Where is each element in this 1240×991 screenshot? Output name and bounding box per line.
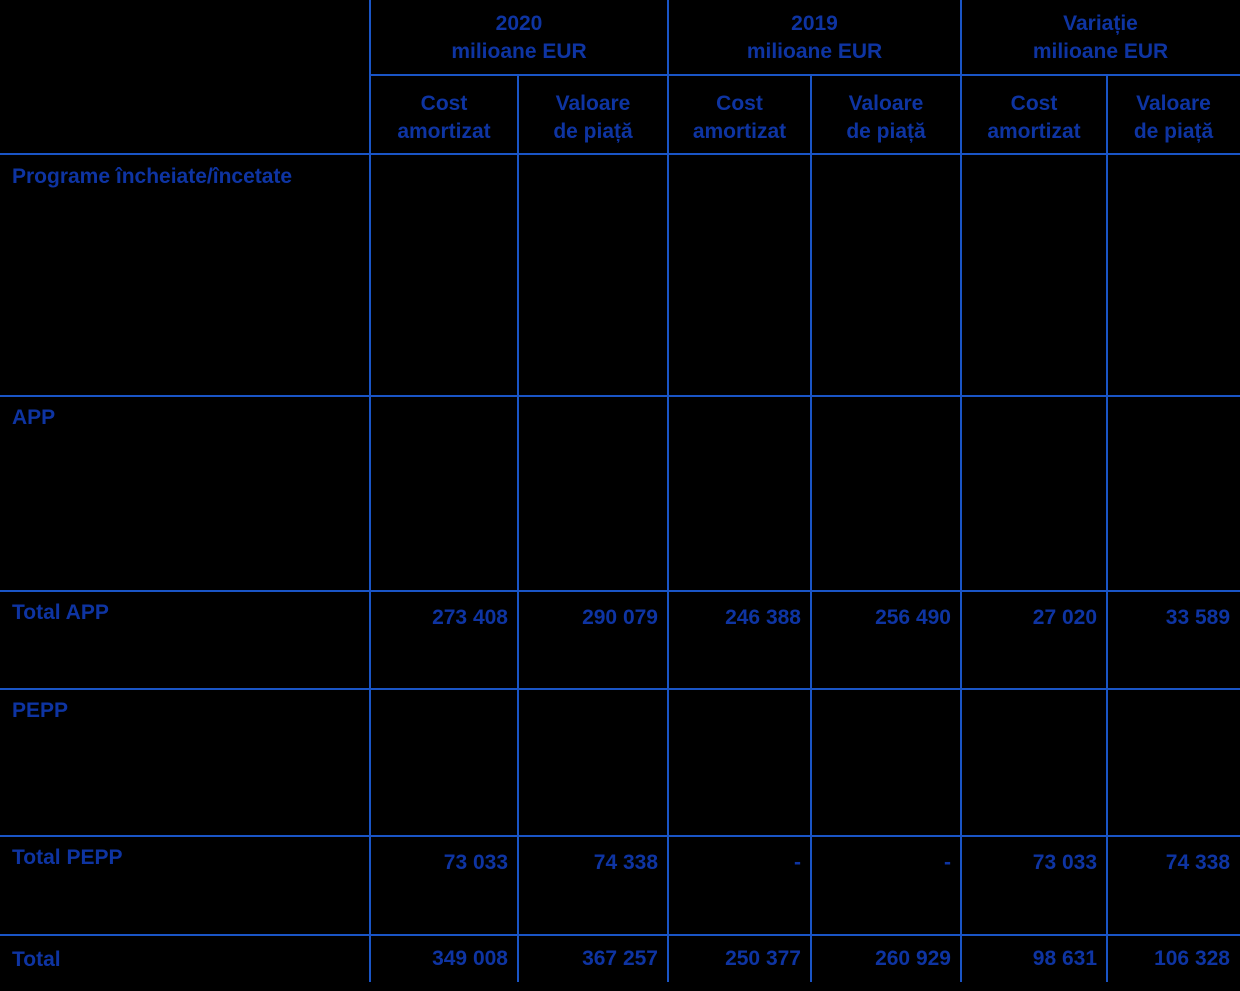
row-label-programe-incheiate-incetate: Programe încheiate/încetate — [12, 165, 293, 188]
cell-total-2020-piata: 367 257 — [582, 947, 658, 970]
cell-total-pepp-2019-piata: - — [944, 851, 951, 874]
column-group-year: 2020 — [495, 11, 543, 35]
cell-total-app-variatie-piata: 33 589 — [1165, 606, 1230, 629]
subheader-valoare-de-piata — [518, 75, 668, 154]
rule-under-pepp-row — [0, 835, 1240, 837]
subheader-cost-amortizat — [668, 75, 811, 154]
subheader-line2: amortizat — [397, 119, 491, 143]
row-label-total-app: Total APP — [12, 601, 109, 624]
column-group-variatie — [961, 0, 1240, 75]
cell-total-pepp-2020-cost: 73 033 — [443, 851, 508, 874]
subheader-line2: amortizat — [692, 119, 787, 143]
subheader-line2: amortizat — [987, 119, 1081, 143]
subheader-cost-amortizat — [370, 75, 518, 154]
rule-sub-2019 — [810, 74, 812, 982]
rule-under-total-pepp-row — [0, 934, 1240, 936]
cell-total-app-2020-cost: 273 408 — [432, 606, 508, 629]
cell-total-pepp-variatie-piata: 74 338 — [1165, 851, 1230, 874]
rule-group-2019-variatie — [960, 0, 962, 982]
cell-total-variatie-cost: 98 631 — [1032, 947, 1097, 970]
cell-total-2019-piata: 260 929 — [875, 947, 951, 970]
rule-under-year-headers — [370, 74, 1240, 76]
cell-total-pepp-variatie-cost: 73 033 — [1032, 851, 1097, 874]
subheader-line1: Valoare — [1136, 91, 1211, 115]
cell-total-2020-cost: 349 008 — [432, 947, 508, 970]
row-label-total-pepp: Total PEPP — [12, 846, 123, 869]
subheader-line1: Cost — [1010, 91, 1058, 115]
subheader-valoare-de-piata — [811, 75, 961, 154]
subheader-line1: Valoare — [555, 91, 631, 115]
rule-group-2020-2019 — [667, 0, 669, 982]
rule-under-programe-row — [0, 395, 1240, 397]
rule-under-subheaders — [0, 153, 1240, 155]
cell-total-variatie-piata: 106 328 — [1154, 947, 1230, 970]
subheader-cost-amortizat — [961, 75, 1107, 154]
cell-total-pepp-2020-piata: 74 338 — [593, 851, 658, 874]
subheader-valoare-de-piata — [1107, 75, 1240, 154]
rule-label-column — [369, 0, 371, 982]
column-group-unit: milioane EUR — [451, 39, 587, 63]
rule-sub-2020 — [517, 74, 519, 982]
column-group-year: Variație — [1063, 11, 1138, 35]
row-label-pepp: PEPP — [12, 699, 69, 722]
cell-total-app-2020-piata: 290 079 — [582, 606, 658, 629]
cell-total-app-2019-piata: 256 490 — [875, 606, 951, 629]
column-group-2019 — [668, 0, 961, 75]
rule-sub-variatie — [1106, 74, 1108, 982]
cell-total-pepp-2019-cost: - — [794, 851, 801, 874]
subheader-line2: de piață — [846, 119, 926, 143]
cell-total-app-variatie-cost: 27 020 — [1032, 606, 1097, 629]
column-group-2020 — [370, 0, 668, 75]
column-group-unit: milioane EUR — [746, 39, 883, 63]
subheader-line1: Valoare — [848, 91, 924, 115]
rule-under-total-app-row — [0, 688, 1240, 690]
row-label-app: APP — [12, 406, 56, 429]
subheader-line1: Cost — [716, 91, 763, 115]
rule-under-app-row — [0, 590, 1240, 592]
subheader-line1: Cost — [420, 91, 468, 115]
subheader-line2: de piață — [1133, 119, 1214, 143]
column-group-unit: milioane EUR — [1032, 39, 1169, 63]
column-group-year: 2019 — [791, 11, 838, 35]
subheader-line2: de piață — [553, 119, 633, 143]
row-label-total: Total — [12, 948, 61, 971]
cell-total-app-2019-cost: 246 388 — [725, 606, 801, 629]
cell-total-2019-cost: 250 377 — [725, 947, 801, 970]
